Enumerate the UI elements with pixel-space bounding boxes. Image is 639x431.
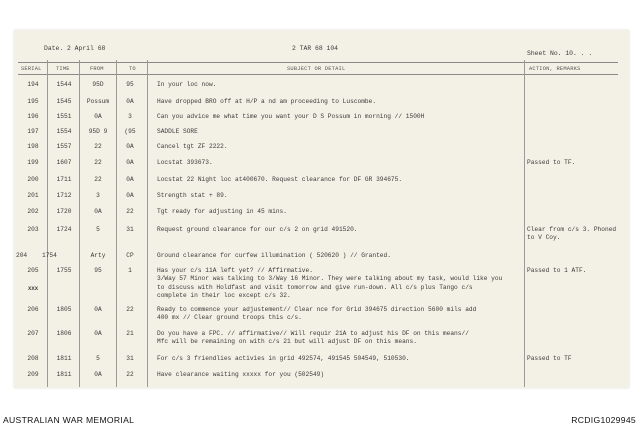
row-serial: 195	[27, 98, 39, 105]
row-remark: Passed to TF.	[527, 159, 576, 166]
row-detail-line: Mfc will be remaining on with c/s 21 but will adjust DF on this means.	[157, 338, 417, 346]
row-serial: 199	[27, 159, 39, 166]
col-divider-action	[524, 60, 525, 387]
row-to: 0A	[126, 159, 134, 166]
row-time: 1544	[56, 81, 72, 88]
row-remark: Clear from c/s 3. Phoned	[527, 226, 617, 233]
row-serial: 200	[27, 176, 39, 183]
row-from: 22	[94, 176, 102, 183]
row-from: 95D 9	[88, 128, 108, 135]
row-to: 31	[126, 226, 134, 233]
row-detail-line: Can you advice me what time you want your D S Possum in morning // 1500H	[157, 113, 425, 120]
row-time: 1754	[42, 252, 57, 259]
row-to: 0A	[126, 143, 134, 150]
row-serial: 204	[16, 252, 28, 259]
row-serial: 194	[27, 81, 39, 88]
row-serial: 196	[27, 113, 39, 120]
row-detail-line: SADDLE SORE	[157, 128, 198, 135]
row-time: 1554	[56, 128, 72, 135]
row-detail-line: complete in their loc except c/s 32.	[157, 291, 291, 299]
row-detail-line: Have dropped BRO off at H/P a nd am proceeding to Luscombe.	[157, 98, 377, 105]
row-to: 22	[126, 208, 134, 215]
row-serial: 201	[27, 192, 39, 199]
row-detail-line: Has your c/s 11A left yet? // Affirmative.	[157, 267, 313, 274]
row-detail-line: Locstat 393673.	[157, 159, 213, 166]
row-from: 95D	[92, 81, 104, 88]
row-from: 95	[94, 267, 102, 274]
row-detail-line: Cancel tgt ZF 2222.	[157, 143, 228, 150]
row-from: 0A	[94, 330, 102, 337]
row-detail-line: For c/s 3 friendlies activies in grid 492574, 491545 504549, 510530.	[157, 355, 410, 362]
row-time: 1811	[56, 355, 72, 362]
row-time: 1755	[56, 267, 72, 274]
row-from: Arty	[90, 252, 106, 259]
row-serial: 198	[27, 143, 39, 150]
row-time: 1805	[56, 306, 72, 313]
row-time: 1557	[56, 143, 72, 150]
row-time: 1724	[56, 226, 72, 233]
row-serial: 203	[27, 226, 39, 233]
footer-source: AUSTRALIAN WAR MEMORIAL	[3, 415, 135, 425]
row-time: 1712	[56, 192, 72, 199]
row-from: 0A	[94, 371, 102, 378]
log-date: Date. 2 April 68	[44, 45, 106, 52]
log-reference: 2 TAR 68 104	[292, 45, 339, 52]
row-serial: 207	[27, 330, 39, 337]
row-to: 95	[126, 81, 134, 88]
row-detail-line: Have clearance waiting xxxxx for you (502549)	[157, 371, 325, 378]
row-from: 0A	[94, 113, 102, 120]
row-time: 1806	[56, 330, 72, 337]
row-to: 22	[126, 371, 134, 378]
row-remark: to V Coy.	[527, 234, 561, 242]
margin-mark: XXX	[28, 285, 39, 292]
row-detail-line: Ready to commence your adjustement// Clear nce for Grid 394675 direction 5600 mils add	[157, 306, 477, 313]
col-header-action: ACTION, REMARKS	[529, 66, 581, 72]
row-from: 5	[96, 226, 100, 233]
row-remark: Passed to 1 ATF.	[527, 267, 587, 274]
row-from: 0A	[94, 306, 102, 313]
row-from: 22	[94, 159, 102, 166]
row-detail-line: 3/Way 57 Minor was talking to 3/Way 16 Minor. They were talking about my task, would like you	[157, 275, 503, 283]
row-time: 1811	[56, 371, 72, 378]
row-detail-line: Strength stat + 89.	[157, 192, 228, 199]
col-header-from: FROM	[90, 66, 104, 72]
row-from: 22	[94, 143, 102, 150]
row-to: 1	[128, 267, 132, 274]
row-to: 21	[126, 330, 134, 337]
row-detail-line: Tgt ready for adjusting in 45 mins.	[157, 208, 287, 215]
row-serial: 208	[27, 355, 39, 362]
row-to: 3	[128, 113, 132, 120]
row-serial: 206	[27, 306, 39, 313]
row-remark: Passed to TF	[527, 355, 572, 362]
row-serial: 205	[27, 267, 39, 274]
row-serial: 202	[27, 208, 39, 215]
row-to: (95	[124, 128, 136, 135]
header-rule-top	[18, 62, 618, 63]
col-divider-time	[79, 60, 80, 387]
col-divider-serial	[47, 60, 48, 387]
footer-id: RCDIG1029945	[571, 415, 636, 425]
col-divider-to	[147, 60, 148, 387]
row-from: Possum	[86, 98, 110, 105]
row-detail-line: Locstat 22 Night loc at400670. Request clearance for DF GR 394675.	[157, 176, 403, 183]
row-to: 0A	[126, 98, 134, 105]
row-time: 1720	[56, 208, 72, 215]
row-detail-line: Do you have a FPC. // affirmative// Will requir 21A to adjust his DF on this means//	[157, 330, 469, 337]
row-detail-line: 400 mx // Clear ground troops this c/s.	[157, 314, 302, 322]
row-time: 1551	[56, 113, 72, 120]
sheet-number: Sheet No. 10. . .	[527, 50, 593, 57]
row-detail-line: Request ground clearance for our c/s 2 on grid 491520.	[157, 226, 358, 233]
col-header-time: TIME	[56, 66, 70, 72]
row-detail-line: In your loc now.	[157, 81, 217, 88]
row-from: 0A	[94, 208, 102, 215]
row-from: 3	[96, 192, 100, 199]
row-serial: 209	[27, 371, 39, 378]
row-time: 1607	[56, 159, 72, 166]
row-from: 5	[96, 355, 100, 362]
row-detail-line: to discuss with Holdfast and visit tomorrow and give run-down. All c/s plus Tango c/s	[157, 283, 473, 291]
row-to: 0A	[126, 192, 134, 199]
col-header-serial: SERIAL	[21, 66, 42, 72]
row-time: 1711	[56, 176, 72, 183]
row-to: 0A	[126, 176, 134, 183]
row-time: 1545	[56, 98, 72, 105]
col-header-subject: SUBJECT OR DETAIL	[287, 66, 346, 72]
col-divider-from	[116, 60, 117, 387]
col-header-to: TO	[129, 66, 136, 72]
header-rule-bottom	[18, 74, 618, 75]
row-to: CP	[126, 252, 134, 259]
row-serial: 197	[27, 128, 39, 135]
row-detail-line: Ground clearance for curfew illumination ( 520620 ) // Granted.	[157, 252, 391, 259]
row-to: 31	[126, 355, 134, 362]
row-to: 22	[126, 306, 134, 313]
